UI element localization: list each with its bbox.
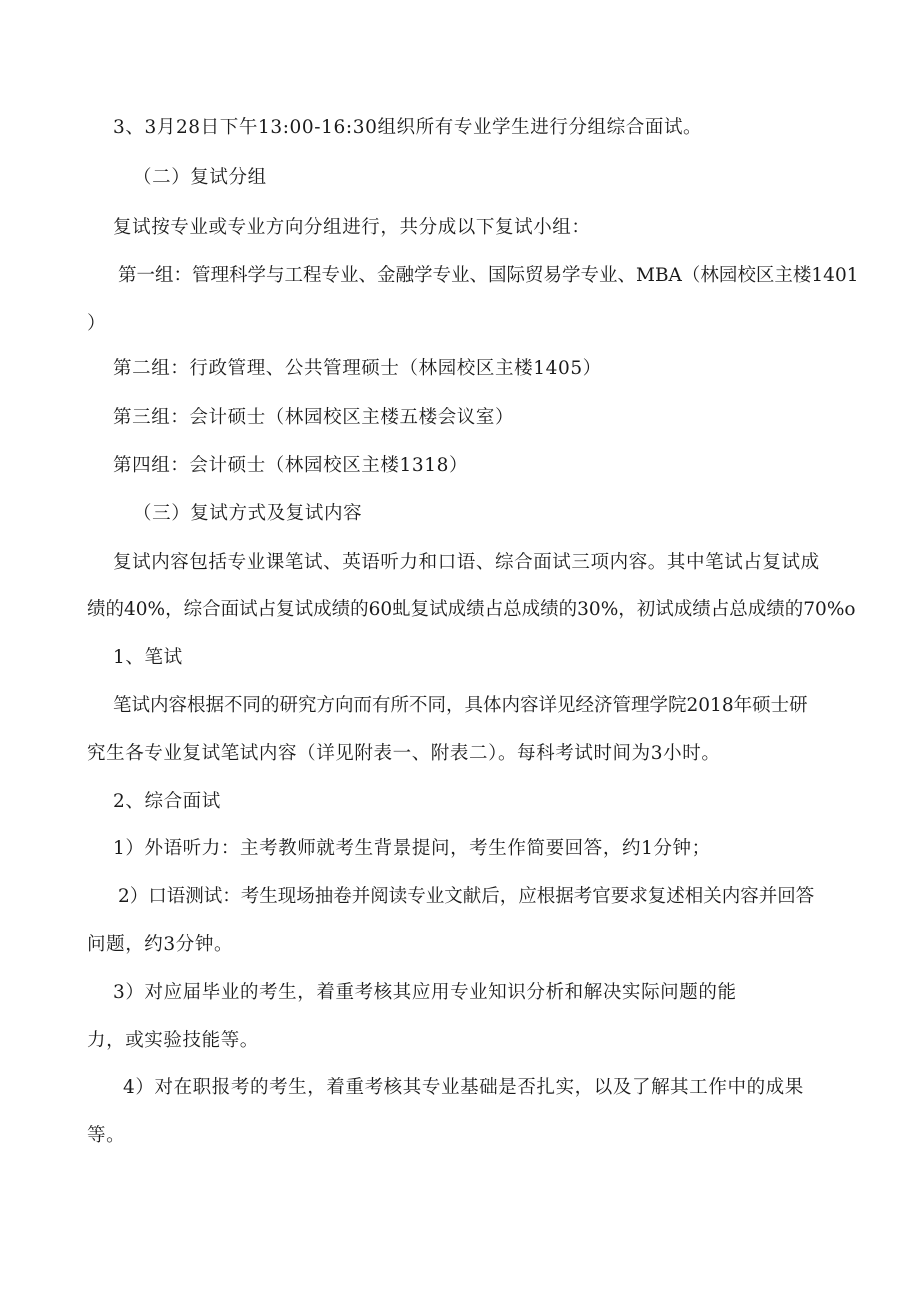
group-one-line-continued: ）	[87, 313, 107, 334]
group-two-line: 第二组：行政管理、公共管理硕士（林园校区主楼1405）	[113, 358, 602, 379]
subheading-written-exam: 1、笔试	[113, 647, 183, 668]
paragraph-grouping-intro: 复试按专业或专业方向分组进行，共分成以下复试小组：	[113, 217, 591, 238]
group-three-line: 第三组：会计硕士（林园校区主楼五楼会议室）	[113, 407, 515, 428]
interview-item-1: 1）外语听力：主考教师就考生背景提问，考生作简要回答，约1分钟；	[113, 838, 711, 859]
group-one-line: 第一组：管理科学与工程专业、金融学专业、国际贸易学专业、MBA（林园校区主楼1401	[118, 265, 859, 286]
paragraph-written-line-1: 笔试内容根据不同的研究方向而有所不同，具体内容详见经济管理学院2018年硕士研	[113, 695, 808, 716]
interview-item-2-line-2: 问题，约3分钟。	[87, 934, 234, 955]
paragraph-written-line-2: 究生各专业复试笔试内容（详见附表一、附表二）。每科考试时间为3小时。	[87, 743, 721, 764]
interview-item-4-line-2: 等。	[87, 1125, 126, 1146]
paragraph-content-line-2: 绩的40%，综合面试占复试成绩的60虬复试成绩占总成绩的30%，初试成绩占总成绩的70%o	[87, 599, 856, 620]
interview-item-2-line-1: 2）口语测试：考生现场抽卷并阅读专业文献后，应根据考官要求复述相关内容并回答	[118, 886, 815, 907]
subheading-interview: 2、综合面试	[113, 791, 221, 812]
paragraph-content-line-1: 复试内容包括专业课笔试、英语听力和口语、综合面试三项内容。其中笔试占复试成	[113, 552, 820, 573]
group-four-line: 第四组：会计硕士（林园校区主楼1318）	[113, 455, 469, 476]
section-heading-grouping: （二）复试分组	[133, 167, 267, 188]
interview-item-3-line-2: 力，或实验技能等。	[87, 1030, 259, 1051]
interview-item-4-line-1: 4）对在职报考的考生，着重考核其专业基础是否扎实，以及了解其工作中的成果	[123, 1077, 804, 1098]
section-heading-method: （三）复试方式及复试内容	[133, 503, 363, 524]
paragraph-interview-schedule: 3、3月28日下午13:00-16:30组织所有专业学生进行分组综合面试。	[113, 117, 703, 138]
interview-item-3-line-1: 3）对应届毕业的考生，着重考核其应用专业知识分析和解决实际问题的能	[113, 982, 737, 1003]
